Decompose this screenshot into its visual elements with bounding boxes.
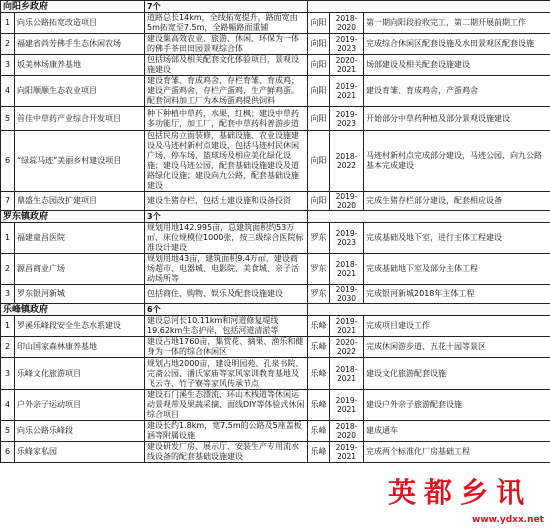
row-number: 5 — [1, 421, 15, 442]
project-town: 罗东 — [308, 254, 330, 285]
project-progress: 建成通车 — [364, 421, 550, 442]
project-description: 包括商住、购物、娱乐及配套设施建设 — [145, 285, 308, 304]
row-number: 5 — [1, 107, 15, 131]
project-progress: 完成银河新城2018年主体工程 — [364, 285, 550, 304]
project-progress: 建设户外亲子旅游配套设施 — [364, 390, 550, 421]
project-name: 福建省尚芳佛手生态休闲农场 — [15, 34, 145, 55]
project-progress: 第一期向阳段验收完工，第二期开展前期工作 — [364, 13, 550, 34]
project-years: 2018-2022 — [330, 131, 364, 192]
project-town: 乐峰 — [308, 337, 330, 358]
project-years: 2019-2021 — [330, 76, 364, 107]
section-title: 向阳乡政府 — [1, 1, 145, 13]
project-town: 乐峰 — [308, 390, 330, 421]
row-number: 3 — [1, 358, 15, 390]
project-name: 罗溪乐峰段安全生态水系建设 — [15, 316, 145, 337]
project-years: 2018-2020 — [330, 421, 364, 442]
project-description: 建设生猪存栏，包括土建设施和设备投资 — [145, 192, 308, 211]
empty-cell — [308, 1, 550, 13]
project-town: 向阳 — [308, 55, 330, 76]
project-description: 建设研发厂房、展示厅、安装生产专用流水线设备的配套基础设施建设 — [145, 442, 308, 463]
table-row — [1, 421, 550, 442]
project-progress: 马迹村新村点完成部分建设，马迹公园、向九公路基本完成建设 — [364, 131, 550, 192]
table-row — [1, 107, 550, 131]
row-number: 7 — [1, 192, 15, 211]
project-years: 2019-2020 — [330, 192, 364, 211]
project-name: 户外亲子运动项目 — [15, 390, 145, 421]
project-name: 乐峰家私园 — [15, 442, 145, 463]
table-row — [1, 358, 550, 390]
project-progress: 完成基础及地下室，进行主体工程建设 — [364, 223, 550, 254]
project-years: 2020-2022 — [330, 337, 364, 358]
row-number: 1 — [1, 316, 15, 337]
watermark-logo: 英都乡讯 — [387, 476, 532, 509]
project-name: 首佳中草药产业综合开发项目 — [15, 107, 145, 131]
project-name: 福建童昌医院 — [15, 223, 145, 254]
project-years: 2018-2021 — [330, 358, 364, 390]
section-count: 3个 — [145, 211, 308, 223]
project-years: 2019-2023 — [330, 223, 364, 254]
row-number: 6 — [1, 131, 15, 192]
empty-cell — [308, 211, 550, 223]
section-title: 乐峰镇政府 — [1, 304, 145, 316]
project-town: 乐峰 — [308, 442, 330, 463]
project-description: 道路总长14km，全线拓宽提升，路面宽由5m拓宽至7.5m，全路幅路面重铺 — [145, 13, 308, 34]
table-row — [1, 34, 550, 55]
project-years: 2020-2021 — [330, 55, 364, 76]
project-name: 乐峰文化旅游项目 — [15, 358, 145, 390]
project-description: 建设总河长10.11km和河道修复堤线19.62km生态护岸，包括河道清淤等 — [145, 316, 308, 337]
project-progress: 完成休闲游步道、五花十园等景区 — [364, 337, 550, 358]
row-number: 1 — [1, 223, 15, 254]
project-progress: 场部建设及相关配套设施建设 — [364, 55, 550, 76]
project-name: 罗东银河新城 — [15, 285, 145, 304]
table-row — [1, 390, 550, 421]
project-progress: 开始部分中草药种植及部分景观设施建设 — [364, 107, 550, 131]
section-count: 6个 — [145, 304, 308, 316]
row-number: 3 — [1, 285, 15, 304]
project-description: 建设石门溪生态漂流、环山木栈道等休闲运动景观带及果蔬采摘、面线DIY等体验式休闲综合项目 — [145, 390, 308, 421]
project-description: 建设占地1760亩，集赏花、摘果、渔乐和健身为一体的综合休闲区 — [145, 337, 308, 358]
project-name: “绿蕊马迹”美丽乡村建设项目 — [15, 131, 145, 192]
table-row — [1, 55, 550, 76]
project-town: 罗东 — [308, 285, 330, 304]
project-town: 向阳 — [308, 192, 330, 211]
table-row — [1, 223, 550, 254]
project-town: 向阳 — [308, 34, 330, 55]
row-number: 2 — [1, 254, 15, 285]
project-name: 向乐公路乐峰段 — [15, 421, 145, 442]
project-description: 建设集高效农业、旅游、休闲、环保为一体的佛手茶田田园景观综合体 — [145, 34, 308, 55]
project-name: 坂美林场康养基地 — [15, 55, 145, 76]
section-count: 7个 — [145, 1, 308, 13]
table-row — [1, 285, 550, 304]
row-number: 3 — [1, 55, 15, 76]
project-town: 乐峰 — [308, 316, 330, 337]
section-header-row — [1, 1, 550, 13]
row-number: 2 — [1, 337, 15, 358]
project-progress: 完成综合休闲区配套设施及水田景观区配套设施 — [364, 34, 550, 55]
project-years: 2019-2021 — [330, 316, 364, 337]
project-years: 2019-2023 — [330, 107, 364, 131]
project-description: 规划用地43亩，建筑面积9.4万㎡，建设商场超市、电器城、电影院、美食城、亲子活动场所等 — [145, 254, 308, 285]
project-name: 源昌商业广场 — [15, 254, 145, 285]
table-row — [1, 13, 550, 34]
table-row — [1, 131, 550, 192]
empty-cell — [308, 304, 550, 316]
project-town: 向阳 — [308, 107, 330, 131]
row-number: 6 — [1, 442, 15, 463]
row-number: 4 — [1, 390, 15, 421]
project-town: 向阳 — [308, 131, 330, 192]
table-row — [1, 442, 550, 463]
project-town: 乐峰 — [308, 358, 330, 390]
project-description: 规划占地2000亩，建设明园苑、孔泉书院、完斋公园、潘氏家庙等家风家训教育基地及飞云寺、竹子寮等家风传承节点 — [145, 358, 308, 390]
row-number: 1 — [1, 13, 15, 34]
project-name: 向乐公路拓宽改造项目 — [15, 13, 145, 34]
row-number: 4 — [1, 76, 15, 107]
project-years: 2018-2021 — [330, 254, 364, 285]
project-description: 种下种植中草药，水果，红枫；建设中草药多功能厅，加工厂，配套中草药科普游步道 — [145, 107, 308, 131]
table-row — [1, 316, 550, 337]
project-town: 向阳 — [308, 13, 330, 34]
project-name: 鼎盛生态园改扩建项目 — [15, 192, 145, 211]
project-years: 2018-2020 — [330, 13, 364, 34]
project-description: 规划用地142.995亩，总建筑面积约53万㎡，床位规模位1000张，按三级综合医院标准设计建设 — [145, 223, 308, 254]
table-row — [1, 192, 550, 211]
project-progress: 完成生猪存栏部分建设，配套相应设备 — [364, 192, 550, 211]
row-number: 2 — [1, 34, 15, 55]
project-years: 2019-2030 — [330, 285, 364, 304]
project-years: 2019-2023 — [330, 34, 364, 55]
project-years: 2019-2021 — [330, 442, 364, 463]
project-description: 包括民房立面装修，基础设施、农业设施建设及马迹村新村点建设，包括马迹村民休闲广场、停车场、篮球场及相应美化绿化设施；建设马迹公园，配套基础设施建设及道路绿化设施；建设向九公路，配套基础设施建设 — [145, 131, 308, 192]
section-header-row — [1, 211, 550, 223]
project-town: 向阳 — [308, 76, 330, 107]
project-progress: 建设文化旅游配套设施 — [364, 358, 550, 390]
section-title: 罗东镇政府 — [1, 211, 145, 223]
project-name: 印山国家森林康养基地 — [15, 337, 145, 358]
table-row — [1, 76, 550, 107]
project-description: 建设育雏、育成鸡舍，存栏育雏、育成鸡；建设产蛋鸡舍，存栏产蛋鸡，生产鲜鸡蛋。配套饲料加工厂为本场蛋鸡提供饲料 — [145, 76, 308, 107]
project-name: 向阳顺顺生态农业项目 — [15, 76, 145, 107]
watermark-url: www.ydxx.net — [472, 515, 544, 525]
project-town: 罗东 — [308, 223, 330, 254]
project-progress: 完成两个标准化厂房基础工程 — [364, 442, 550, 463]
section-header-row — [1, 304, 550, 316]
project-years: 2019-2021 — [330, 390, 364, 421]
table-row — [1, 254, 550, 285]
project-progress: 完成项目建设工作 — [364, 316, 550, 337]
project-town: 乐峰 — [308, 421, 330, 442]
project-description: 包括场部及相关配套文化体验项目，景观设施建设 — [145, 55, 308, 76]
table-row — [1, 337, 550, 358]
project-description: 建设长约1.8km，宽7.5m的公路及5座盖板涵等附属设施 — [145, 421, 308, 442]
project-progress: 完成基础地下室及部分主体工程 — [364, 254, 550, 285]
project-progress: 建设育雏、育成鸡舍，产蛋鸡舍 — [364, 76, 550, 107]
